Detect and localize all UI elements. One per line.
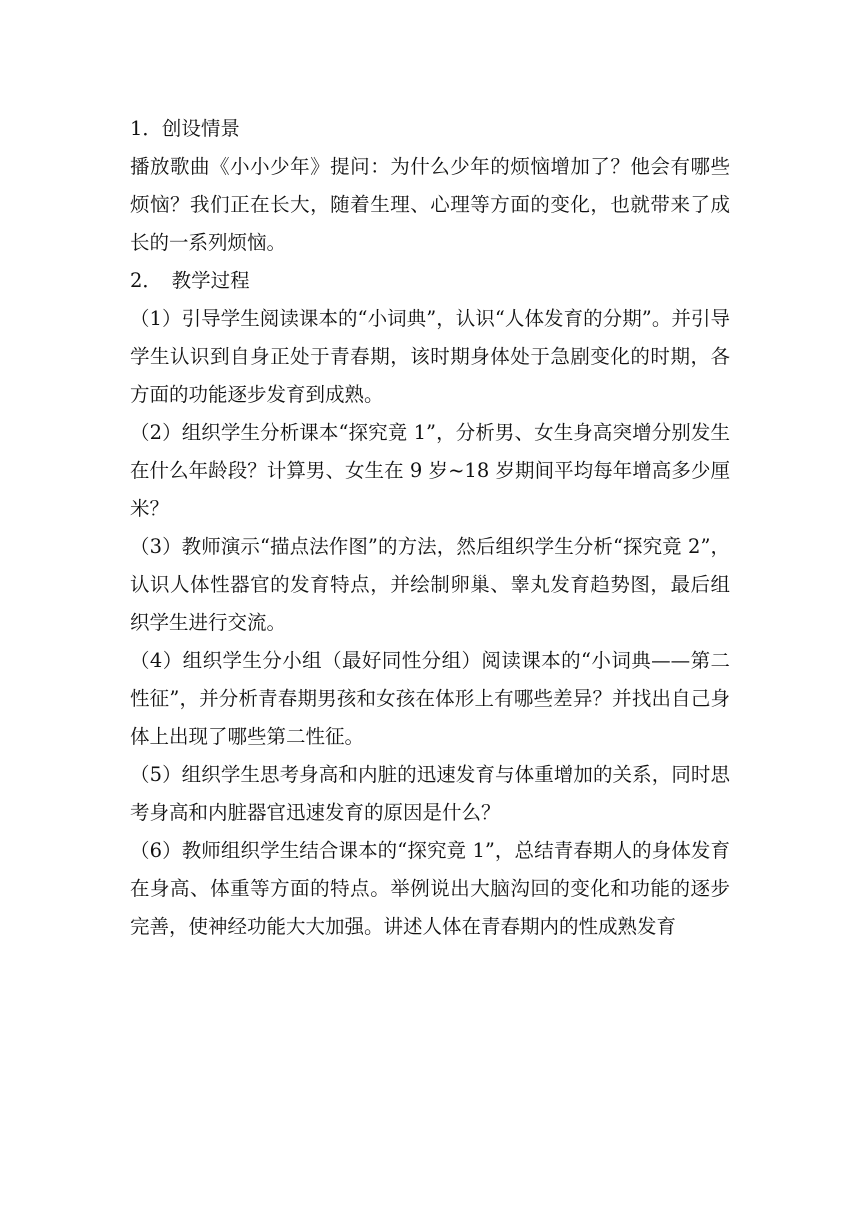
section-heading-1: 1．创设情景	[130, 117, 240, 140]
step-6-paragraph: （6）教师组织学生结合课本的“探究竟 1”，总结青春期人的身体发育在身高、体重等方面的特点。举例说出大脑沟回的变化和功能的逐步完善，使神经功能大大加强。讲述人体在青春期内的性成熟发育	[130, 839, 730, 938]
step-3-paragraph: （3）教师演示“描点法作图”的方法，然后组织学生分析“探究竟 2”，认识人体性器官的发育特点，并绘制卵巢、睾丸发育趋势图，最后组织学生进行交流。	[130, 535, 730, 634]
step-5-paragraph: （5）组织学生思考身高和内脏的迅速发育与体重增加的关系，同时思考身高和内脏器官迅速发育的原因是什么？	[130, 763, 730, 824]
step-2-paragraph: （2）组织学生分析课本“探究竟 1”，分析男、女生身高突增分别发生在什么年龄段？计算男、女生在 9 岁~18 岁期间平均每年增高多少厘米？	[130, 421, 730, 520]
step-4-paragraph: （4）组织学生分小组（最好同性分组）阅读课本的“小词典——第二性征”，并分析青春期男孩和女孩在体形上有哪些差异？并找出自己身体上出现了哪些第二性征。	[130, 649, 730, 748]
section-heading-2: 2． 教学过程	[130, 269, 250, 292]
document-body	[130, 110, 730, 946]
intro-paragraph: 播放歌曲《小小少年》提问：为什么少年的烦恼增加了？他会有哪些烦恼？我们正在长大，随着生理、心理等方面的变化，也就带来了成长的一系列烦恼。	[130, 155, 730, 254]
step-1-paragraph: （1）引导学生阅读课本的“小词典”，认识“人体发育的分期”。并引导学生认识到自身正处于青春期，该时期身体处于急剧变化的时期，各方面的功能逐步发育到成熟。	[130, 307, 730, 406]
